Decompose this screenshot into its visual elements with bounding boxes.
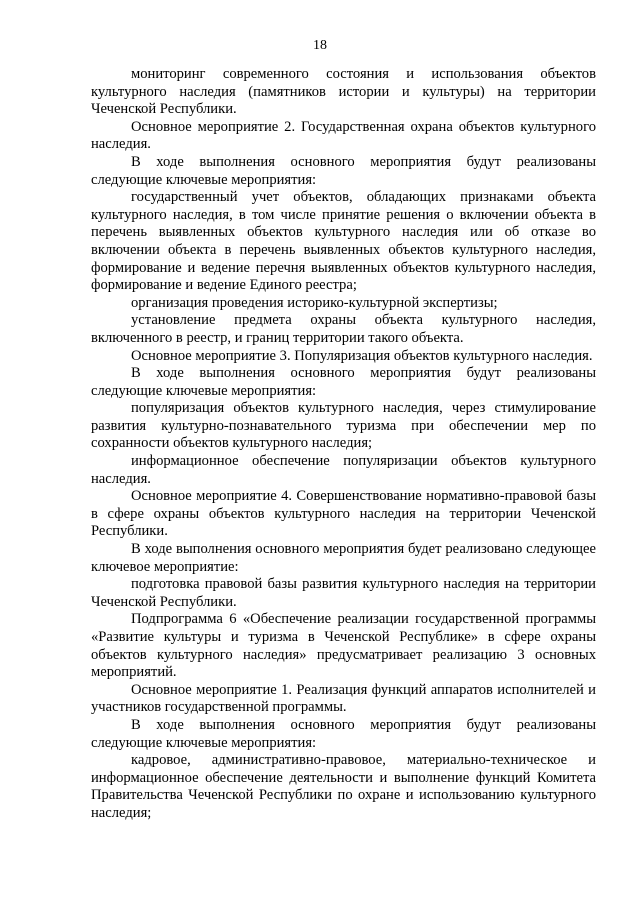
paragraph: Основное мероприятие 3. Популяризация объектов культурного наследия. <box>131 347 593 364</box>
paragraph: установление предмета охраны объекта культурного наследия, включенного в реестр, и границ территории такого объекта. <box>91 312 596 346</box>
paragraph: государственный учет объектов, обладающих признаками объекта культурного наследия, в том числе принятие решения о включении объекта в перечень выявленных объектов культурного наследия или об отказе во включении объекта в перечень выявленных объектов культурного наследия, формирование и ведение перечня выявленных объектов культурного наследия, формирование и ведение Единого реестра; <box>91 189 596 294</box>
paragraph: В ходе выполнения основного мероприятия будут реализованы следующие ключевые мероприятия: <box>91 365 596 399</box>
paragraph: В ходе выполнения основного мероприятия будут реализованы следующие ключевые мероприятия: <box>91 716 596 751</box>
document-body <box>91 66 596 823</box>
paragraph: кадровое, административно-правовое, материально-техническое и информационное обеспечение деятельности и выполнение функций Комитета Правительства Чеченской Республики по охране и использованию культурного наследия; <box>91 752 596 821</box>
paragraph: организация проведения историко-культурной экспертизы; <box>131 294 498 311</box>
paragraph: Основное мероприятие 1. Реализация функций аппаратов исполнителей и участников государственной программы. <box>91 681 596 716</box>
paragraph: В ходе выполнения основного мероприятия будет реализовано следующее ключевое мероприятие: <box>91 541 596 575</box>
page-number: 18 <box>313 38 327 53</box>
paragraph: мониторинг современного состояния и использования объектов культурного наследия (памятников истории и культуры) на территории Чеченской Республики. <box>91 66 596 118</box>
paragraph: Основное мероприятие 4. Совершенствование нормативно-правовой базы в сфере охраны объектов культурного наследия на территории Чеченской Республики. <box>91 488 596 540</box>
paragraph: подготовка правовой базы развития культурного наследия на территории Чеченской Республики. <box>91 576 596 610</box>
paragraph: Подпрограмма 6 «Обеспечение реализации государственной программы «Развитие культуры и туризма в Чеченской Республике» в сфере охраны объектов культурного наследия» предусматривает реализацию 3 основных мероприятий. <box>91 611 596 681</box>
paragraph: информационное обеспечение популяризации объектов культурного наследия. <box>91 453 596 487</box>
paragraph: В ходе выполнения основного мероприятия будут реализованы следующие ключевые мероприятия: <box>91 153 596 188</box>
paragraph: популяризация объектов культурного наследия, через стимулирование развития культурно-познавательного туризма при обеспечении мер по сохранности объектов культурного наследия; <box>91 400 596 452</box>
paragraph: Основное мероприятие 2. Государственная охрана объектов культурного наследия. <box>91 118 596 153</box>
